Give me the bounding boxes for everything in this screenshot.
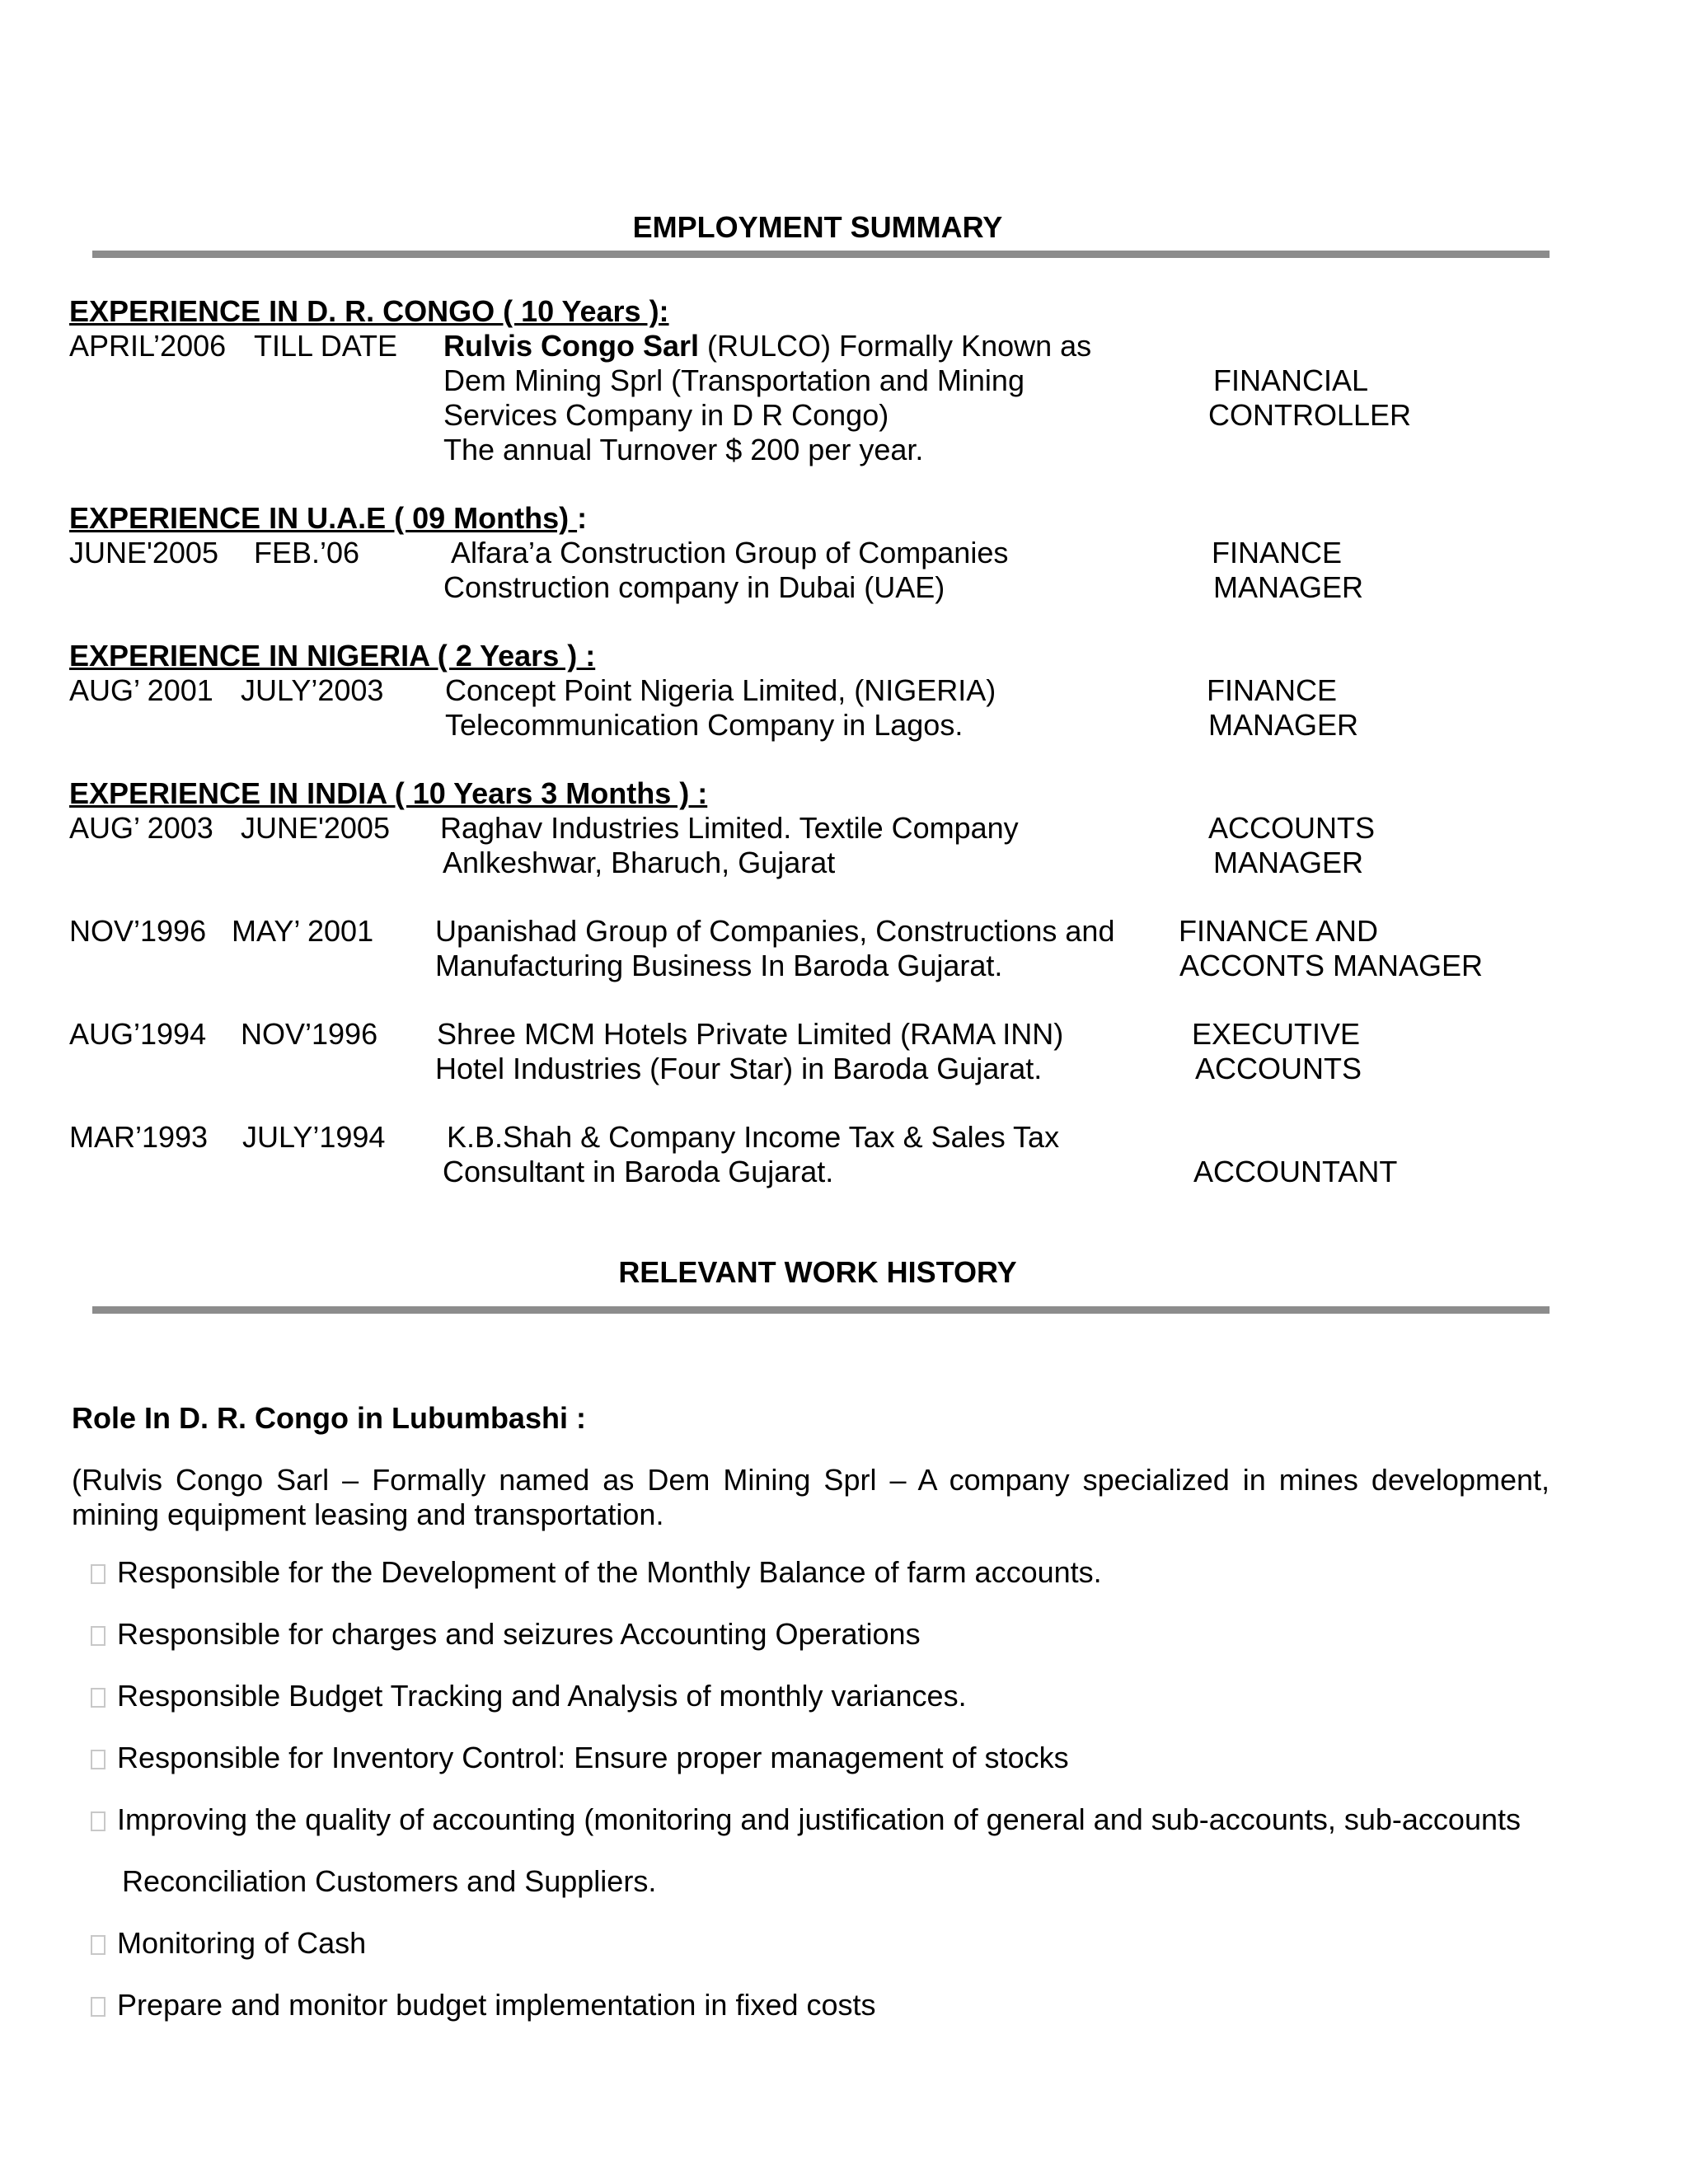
uae-company-line1: Alfara’a Construction Group of Companies xyxy=(451,536,1009,569)
india-job4-date-from: MAR’1993 xyxy=(69,1120,209,1154)
india-job2-position-line1: FINANCE AND xyxy=(1179,914,1379,948)
india-job1-position-line1: ACCOUNTS xyxy=(1208,811,1376,845)
india-job1-position-line2: MANAGER xyxy=(1213,846,1364,879)
india-experience-heading: EXPERIENCE IN INDIA ( 10 Years 3 Months ) : xyxy=(69,776,708,810)
bullet-text: Responsible for charges and seizures Accounting Operations xyxy=(117,1617,921,1651)
india-job2-company-line1: Upanishad Group of Companies, Constructions and xyxy=(435,914,1115,948)
role-heading: Role In D. R. Congo in Lubumbashi : xyxy=(72,1401,586,1435)
bullet-box-icon xyxy=(91,1811,106,1831)
bullet-item xyxy=(91,1741,1069,1775)
congo-date-to: TILL DATE xyxy=(254,329,398,363)
india-job3-company-line1: Shree MCM Hotels Private Limited (RAMA INN) xyxy=(437,1017,1064,1051)
india-job1-company-line2: Anlkeshwar, Bharuch, Gujarat xyxy=(443,846,836,879)
india-job1-date-from: AUG’ 2003 xyxy=(69,811,213,845)
nigeria-date-from: AUG’ 2001 xyxy=(69,673,213,707)
employment-summary-divider xyxy=(92,251,1550,258)
work-history-divider xyxy=(92,1306,1550,1314)
congo-position-line2: CONTROLLER xyxy=(1208,398,1412,432)
congo-company-line3: Services Company in D R Congo) xyxy=(443,398,889,432)
bullet-text: Responsible Budget Tracking and Analysis of monthly variances. xyxy=(117,1679,967,1713)
uae-position-line2: MANAGER xyxy=(1213,570,1364,604)
nigeria-company-line1: Concept Point Nigeria Limited, (NIGERIA) xyxy=(445,673,996,707)
congo-position-line1: FINANCIAL xyxy=(1213,363,1369,397)
india-job4-company-line1: K.B.Shah & Company Income Tax & Sales Tax xyxy=(447,1120,1060,1154)
bullet-text: Responsible for the Development of the Monthly Balance of farm accounts. xyxy=(117,1555,1102,1589)
uae-company-line2: Construction company in Dubai (UAE) xyxy=(443,570,945,604)
india-job3-date-from: AUG’1994 xyxy=(69,1017,207,1051)
uae-date-to: FEB.’06 xyxy=(254,536,360,569)
india-job3-company-line2: Hotel Industries (Four Star) in Baroda Gujarat. xyxy=(435,1052,1043,1085)
bullet-item xyxy=(91,1988,876,2022)
congo-company-line2: Dem Mining Sprl (Transportation and Mining xyxy=(443,363,1025,397)
nigeria-company-line2: Telecommunication Company in Lagos. xyxy=(445,708,964,742)
india-job1-company-line1: Raghav Industries Limited. Textile Company xyxy=(440,811,1019,845)
bullet-item xyxy=(91,1802,1521,1837)
nigeria-date-to: JULY’2003 xyxy=(241,673,384,707)
congo-company-line1 xyxy=(443,329,1091,363)
uae-experience-heading xyxy=(69,501,587,536)
role-intro: (Rulvis Congo Sarl – Formally named as Dem Mining Sprl – A company specialized in mines development, mining equipment leasing and transportation. xyxy=(72,1463,1550,1531)
india-job1-date-to: JUNE'2005 xyxy=(241,811,390,845)
india-job3-position-line2: ACCOUNTS xyxy=(1195,1052,1362,1085)
bullet-box-icon xyxy=(91,1688,106,1708)
bullet-item xyxy=(91,1555,1102,1590)
india-job4-company-line2: Consultant in Baroda Gujarat. xyxy=(443,1155,834,1188)
bullet-item xyxy=(91,1617,921,1652)
employment-summary-title: EMPLOYMENT SUMMARY xyxy=(632,210,1003,244)
nigeria-position-line1: FINANCE xyxy=(1207,673,1338,707)
bullet-text: Improving the quality of accounting (monitoring and justification of general and sub-accounts, sub-accounts xyxy=(117,1802,1521,1836)
uae-date-from: JUNE'2005 xyxy=(69,536,218,569)
uae-experience-heading-text: EXPERIENCE IN U.A.E ( 09 Months) xyxy=(69,501,578,535)
bullet-box-icon xyxy=(91,1564,106,1584)
bullet-text: Monitoring of Cash xyxy=(117,1926,367,1960)
nigeria-position-line2: MANAGER xyxy=(1208,708,1359,742)
bullet-text: Responsible for Inventory Control: Ensure proper management of stocks xyxy=(117,1741,1069,1774)
india-job2-position-line2: ACCONTS MANAGER xyxy=(1179,949,1484,982)
bullet-box-icon xyxy=(91,1935,106,1955)
congo-date-from: APRIL’2006 xyxy=(69,329,227,363)
congo-company-name: Rulvis Congo Sarl xyxy=(443,329,700,363)
india-job3-position-line1: EXECUTIVE xyxy=(1192,1017,1361,1051)
uae-experience-heading-suffix: : xyxy=(577,501,588,535)
bullet-box-icon xyxy=(91,1997,106,2017)
congo-company-line1-rest: (RULCO) Formally Known as xyxy=(699,329,1092,363)
india-job3-date-to: NOV’1996 xyxy=(241,1017,378,1051)
bullet-text: Prepare and monitor budget implementation in fixed costs xyxy=(117,1988,876,2022)
india-job2-date-from: NOV’1996 xyxy=(69,914,207,948)
india-job2-company-line2: Manufacturing Business In Baroda Gujarat. xyxy=(435,949,1003,982)
work-history-title: RELEVANT WORK HISTORY xyxy=(618,1255,1017,1289)
bullet-item xyxy=(91,1679,967,1713)
india-job2-date-to: MAY’ 2001 xyxy=(232,914,374,948)
uae-position-line1: FINANCE xyxy=(1212,536,1343,569)
india-job4-date-to: JULY’1994 xyxy=(242,1120,386,1154)
bullet-item xyxy=(91,1926,366,1961)
bullet-continuation: Reconciliation Customers and Suppliers. xyxy=(122,1864,657,1898)
nigeria-experience-heading: EXPERIENCE IN NIGERIA ( 2 Years ) : xyxy=(69,639,596,673)
india-job4-position: ACCOUNTANT xyxy=(1193,1155,1398,1188)
congo-company-line4: The annual Turnover $ 200 per year. xyxy=(443,433,924,466)
bullet-box-icon xyxy=(91,1626,106,1646)
congo-experience-heading: EXPERIENCE IN D. R. CONGO ( 10 Years ): xyxy=(69,294,669,328)
bullet-box-icon xyxy=(91,1750,106,1769)
